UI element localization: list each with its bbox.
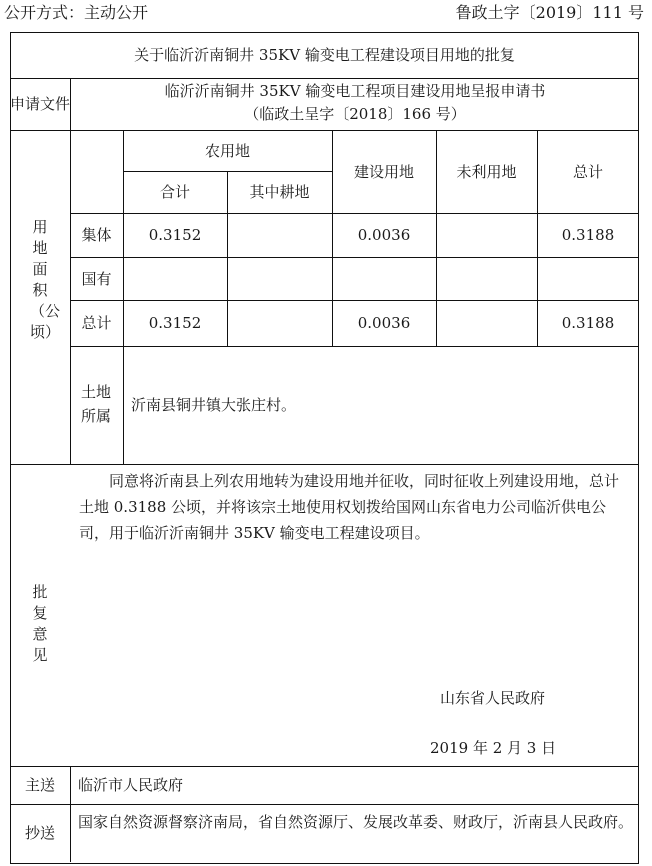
table-cell xyxy=(227,213,332,257)
divider xyxy=(10,464,639,465)
signing-authority: 山东省人民政府 xyxy=(440,689,546,707)
application-title: 临沂沂南铜井 35KV 输变电工程项目建设用地呈报申请书 xyxy=(164,82,546,100)
table-cell: 0.3152 xyxy=(148,226,202,244)
table-cell xyxy=(332,257,436,300)
row-label-total: 总计 xyxy=(81,314,112,332)
divider xyxy=(123,346,124,464)
table-cell xyxy=(436,257,537,300)
land-ownership-label: 土地所属 xyxy=(80,383,111,425)
table-cell xyxy=(537,257,639,300)
table-cell xyxy=(227,257,332,300)
table-cell: 0.3188 xyxy=(561,314,615,332)
table-cell xyxy=(227,300,332,346)
table-cell: 0.3152 xyxy=(148,314,202,332)
disclosure-method: 公开方式：主动公开 xyxy=(4,3,149,22)
cc-label: 抄送 xyxy=(24,824,55,842)
cultivated-header: 其中耕地 xyxy=(249,183,310,201)
cc-value: 国家自然资源督察济南局，省自然资源厅、发展改革委、财政厅，沂南县人民政府。 xyxy=(78,813,634,831)
document-number: 鲁政土字〔2019〕111 号 xyxy=(455,3,644,22)
approval-opinion-text: 同意将沂南县上列农用地转为建设用地并征收，同时征收上列建设用地，总计土地 0.3188 公顷，并将该宗土地使用权划拨给国网山东省电力公司临沂供电公司，用于临沂沂南铜井 35KV 输变电工程建设项目。 xyxy=(79,472,620,542)
approval-date: 2019 年 2 月 3 日 xyxy=(430,739,557,757)
approval-document-table xyxy=(10,32,639,864)
table-cell: 0.0036 xyxy=(357,314,411,332)
subtotal-header: 合计 xyxy=(159,183,190,201)
approval-opinion-label: 批复意见 xyxy=(32,583,48,664)
main-recipient-value: 临沂市人民政府 xyxy=(78,776,184,794)
construction-land-header: 建设用地 xyxy=(353,162,414,181)
land-area-label: 用地面积（公顷） xyxy=(30,218,61,341)
application-number: （临政土呈字〔2018〕166 号） xyxy=(244,105,466,123)
total-header: 总计 xyxy=(572,162,603,181)
table-cell: 0.0036 xyxy=(357,226,411,244)
table-cell xyxy=(123,257,227,300)
table-cell xyxy=(436,213,537,257)
application-label: 申请文件 xyxy=(10,95,71,113)
divider xyxy=(70,766,71,862)
land-ownership-value: 沂南县铜井镇大张庄村。 xyxy=(131,396,297,414)
divider xyxy=(10,804,639,805)
farmland-header: 农用地 xyxy=(204,141,250,160)
unused-land-header: 未利用地 xyxy=(456,162,517,181)
main-recipient-label: 主送 xyxy=(24,776,55,794)
table-cell xyxy=(436,300,537,346)
row-label-state-owned: 国有 xyxy=(81,269,112,288)
document-title: 关于临沂沂南铜井 35KV 输变电工程建设项目用地的批复 xyxy=(134,46,515,64)
divider xyxy=(10,78,639,79)
row-label-collective: 集体 xyxy=(81,226,112,244)
table-cell: 0.3188 xyxy=(561,226,615,244)
